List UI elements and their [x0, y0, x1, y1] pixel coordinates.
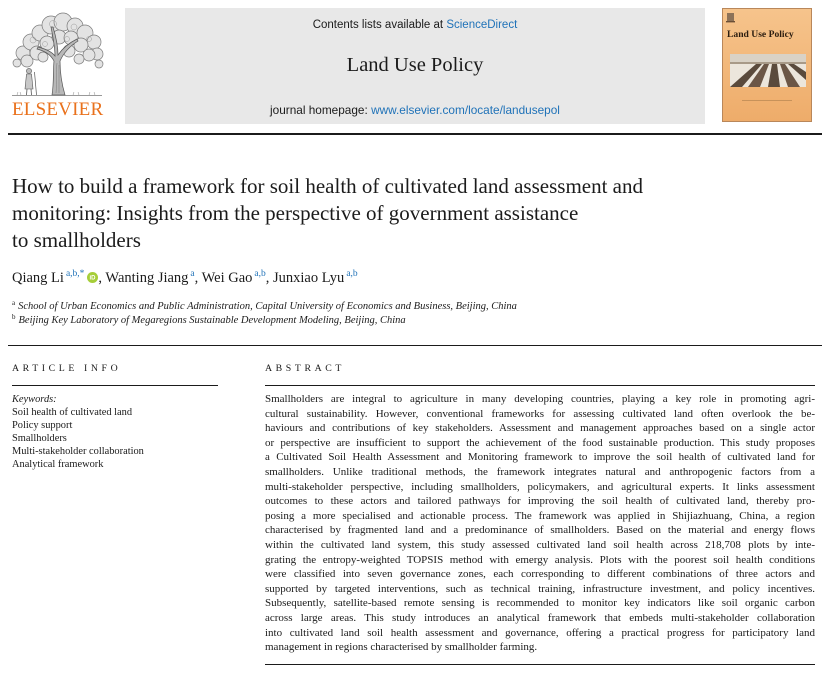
keyword: Soil health of cultivated land [12, 407, 133, 418]
abstract-line: posing a more specialised and actionable process. The framework was applied in Shijiazhuang, China, a region [265, 509, 815, 522]
contents-line [125, 18, 705, 32]
affiliation-marker[interactable]: a,b,* [65, 269, 85, 279]
abstract-end-rule [265, 664, 815, 665]
abstract-line: or perspective are insufficient to support the achievement of the food sustainable production. This study proposes [265, 436, 815, 449]
abstract-line: outcomes to these actors and tailored pathways for improving the soil health of cultivated land, thereby pro- [265, 495, 815, 508]
journal-title: Land Use Policy [346, 54, 484, 76]
abstract-line: management in regions characterised by smallholder farming. [265, 641, 538, 654]
abstract-line: haviours and contributions of key stakeholders. Assessment and management approaches based on a single actor [265, 422, 815, 435]
journal-homepage-link[interactable]: www.elsevier.com/locate/landusepol [371, 103, 560, 117]
cover-journal-title: Land Use Policy [727, 29, 794, 40]
abstract-line: within the cultivated land system, this study assessed cultivated land soil health across 218,708 plots by inte- [265, 538, 815, 551]
author-list [12, 269, 358, 287]
keyword: Analytical framework [12, 459, 104, 470]
abstract-line: across large areas. This study introduces an analytical framework that embeds multi-stakeholder collaboration [265, 611, 815, 624]
affiliation-label: b [12, 313, 16, 321]
abstract-heading: ABSTRACT [265, 363, 345, 374]
keywords-block [12, 393, 144, 471]
journal-header-box [125, 8, 705, 124]
author-qiang-li [12, 270, 102, 286]
abstract-line: grating the entropy-weighted TOPSIS method with emergy analysis. Plots with the poorest soil health conditions [265, 553, 815, 566]
homepage-prefix: journal homepage: [270, 103, 368, 117]
abstract-line: were classified into seven governance zones, each corresponding to different combinations of three actors and [265, 568, 815, 581]
title-line: to smallholders [12, 228, 141, 252]
header-rule [8, 133, 822, 135]
abstract-line: multi-stakeholder perspective, including smallholders, policymakers, and agricultural experts. It links assessment [265, 480, 815, 493]
affiliation-label: a [12, 299, 16, 307]
publisher-wordmark: ELSEVIER [12, 99, 104, 120]
abstract-line: smallholders. Unlike traditional methods, the framework integrates natural and anthropogenic factors from a [265, 465, 815, 478]
cover-artwork [722, 8, 812, 122]
author-separator: , [98, 270, 103, 286]
author-separator: , [194, 270, 199, 286]
article-info-heading: ARTICLE INFO [12, 363, 122, 374]
author-name: Qiang Li [12, 270, 64, 286]
abstract-line: a Cultivated Soil Health Assessment and Monitoring framework to improve the soil health of cultivated land for [265, 451, 815, 464]
title-line: monitoring: Insights from the perspective of government assistance [12, 201, 579, 225]
author-separator: , [265, 270, 270, 286]
affiliation-a [12, 300, 517, 314]
section-rule [8, 345, 822, 346]
keyword: Smallholders [12, 433, 67, 444]
abstract-text [265, 392, 815, 655]
sciencedirect-link[interactable]: ScienceDirect [446, 19, 518, 31]
abstract-line: Subsequently, satellite-based remote sensing is recommended to monitor key indicators like soil organic carbon [265, 597, 815, 610]
author-name: Wei Gao [201, 270, 253, 286]
affiliation-marker[interactable]: a,b [254, 269, 266, 279]
keyword: Multi-stakeholder collaboration [12, 446, 144, 457]
abstract-line: into cultivated land soil health assessment and governance, offering a practical progress for participatory land [265, 626, 815, 639]
orcid-glyph: iD [89, 275, 96, 282]
author-junxiao-lyu [273, 270, 358, 286]
author-name: Junxiao Lyu [273, 270, 345, 286]
abstract-line: characterised by fragmented land and a predominance of smallholders. Based on the material and energy flows [265, 524, 815, 537]
affiliation-text: Beijing Key Laboratory of Megaregions Sustainable Development Modeling, Beijing, China [18, 315, 406, 326]
author-wanting-jiang [105, 270, 198, 286]
contents-prefix: Contents lists available at [312, 19, 444, 31]
author-name: Wanting Jiang [105, 270, 189, 286]
article-title [12, 173, 643, 254]
affiliation-marker[interactable]: a [190, 269, 195, 279]
title-line: How to build a framework for soil health of cultivated land assessment and [12, 174, 644, 198]
elsevier-tree-icon [9, 9, 105, 97]
abstract-line: cultural sustainability. However, conventional frameworks for assessing cultivated land often overlook the be- [265, 407, 815, 420]
author-wei-gao [202, 270, 270, 286]
affiliation-text: School of Urban Economics and Public Administration, Capital University of Economics and Business, Beijing, China [18, 301, 517, 312]
abstract-line: Smallholders are integral to agriculture in many developing countries, playing a key role in promoting agri- [265, 393, 815, 405]
abstract-rule [265, 385, 815, 386]
keywords-label: Keywords: [12, 394, 57, 405]
journal-cover[interactable] [722, 8, 812, 122]
homepage-line [125, 103, 705, 117]
orcid-icon[interactable] [87, 272, 98, 283]
abstract-line: supported by targeted interventions, such as technical training, infrastructure investment, and policy incentives. [265, 582, 815, 595]
article-info-rule [12, 385, 218, 386]
affiliation-b [12, 314, 406, 328]
keyword: Policy support [12, 420, 73, 431]
affiliation-marker[interactable]: a,b [346, 269, 358, 279]
